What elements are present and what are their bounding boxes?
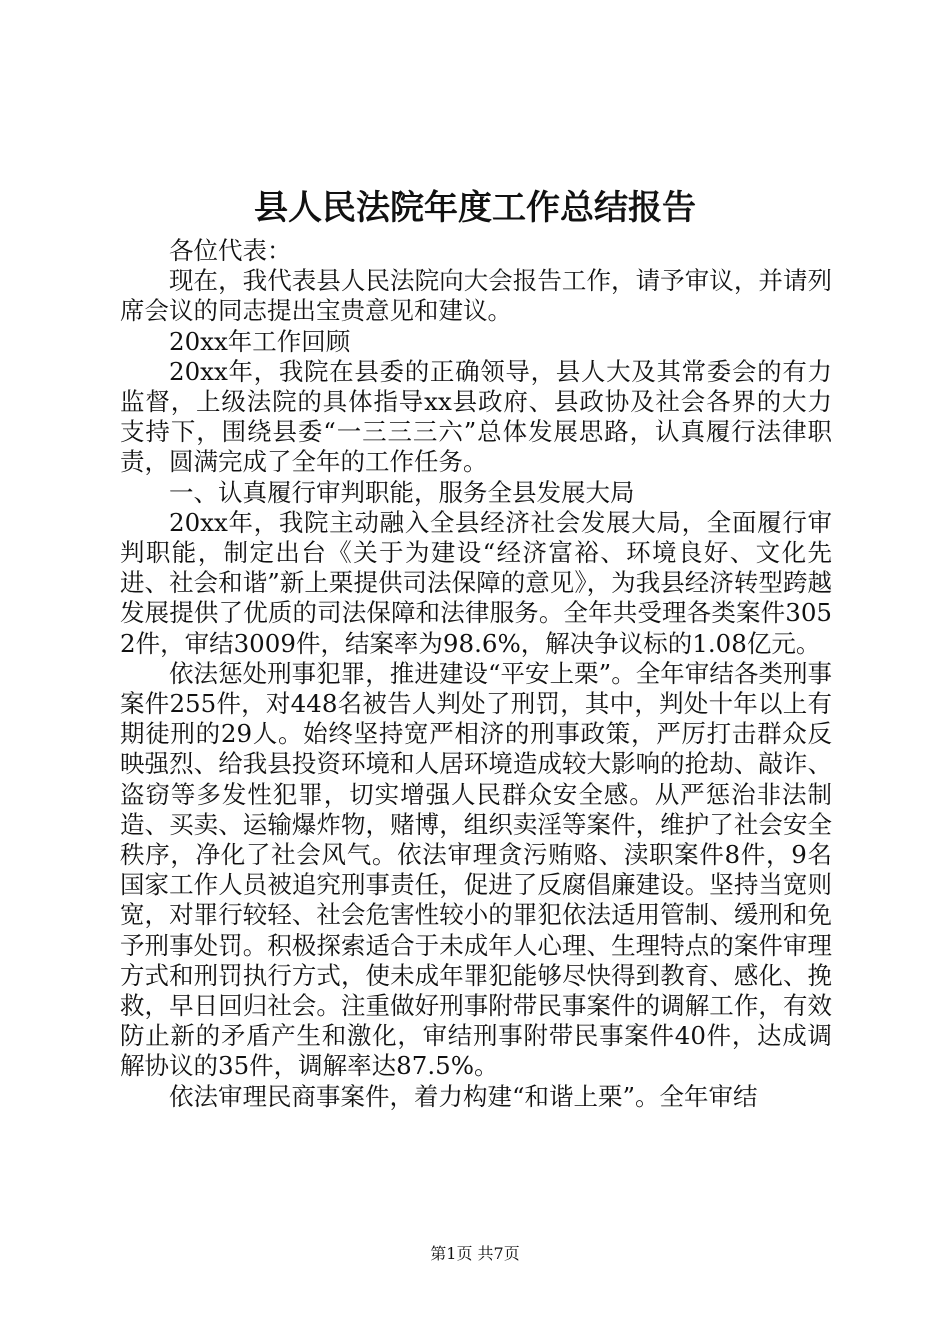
- trial-duties-paragraph: 20xx年，我院主动融入全县经济社会发展大局，全面履行审判职能，制定出台《关于为建设“经济富裕、环境良好、文化先进、社会和谐”新上栗提供司法保障的意见》，为我县经济转型跨越发展提供了优质的司法保障和法律服务。全年共受理各类案件3052件，审结3009件，结案率为98.6%，解决争议标的1.08亿元。: [120, 507, 832, 658]
- civil-cases-paragraph: 依法审理民商事案件，着力构建“和谐上栗”。全年审结: [169, 1081, 758, 1111]
- review-paragraph: 20xx年，我院在县委的正确领导，县人大及其常委会的有力监督，上级法院的具体指导xx县政府、县政协及社会各界的大力支持下，围绕县委“一三三三六”总体发展思路，认真履行法律职责，圆满完成了全年的工作任务。: [120, 356, 832, 477]
- opening-paragraph: 现在，我代表县人民法院向大会报告工作，请予审议，并请列席会议的同志提出宝贵意见和建议。: [120, 266, 832, 326]
- page-footer: 第1页 共7页: [430, 1244, 520, 1263]
- salutation: 各位代表：: [169, 236, 292, 265]
- section-heading-review: 20xx年工作回顾: [169, 326, 351, 356]
- criminal-cases-paragraph: 依法惩处刑事犯罪，推进建设“平安上栗”。全年审结各类刑事案件255件，对448名被告人判处了刑罚，其中，判处十年以上有期徒刑的29人。始终坚持宽严相济的刑事政策，严厉打击群众反映强烈、给我县投资环境和人居环境造成较大影响的抢劫、敲诈、盗窃等多发性犯罪，切实增强人民群众安全感。从严惩治非法制造、买卖、运输爆炸物，赌博，组织卖淫等案件，维护了社会安全秩序，净化了社会风气。依法审理贪污贿赂、渎职案件8件，9名国家工作人员被追究刑事责任，促进了反腐倡廉建设。坚持当宽则宽，对罪行较轻、社会危害性较小的罪犯依法适用管制、缓刑和免予刑事处罚。积极探索适合于未成年人心理、生理特点的案件审理方式和刑罚执行方式，使未成年罪犯能够尽快得到教育、感化、挽救，早日回归社会。注重做好刑事附带民事案件的调解工作，有效防止新的矛盾产生和激化，审结刑事附带民事案件40件，达成调解协议的35件，调解率达87.5%。: [120, 658, 832, 1081]
- section-heading-one: 一、认真履行审判职能，服务全县发展大局: [169, 477, 635, 507]
- document-body: [120, 236, 832, 1112]
- document-title: 县人民法院年度工作总结报告: [254, 188, 696, 228]
